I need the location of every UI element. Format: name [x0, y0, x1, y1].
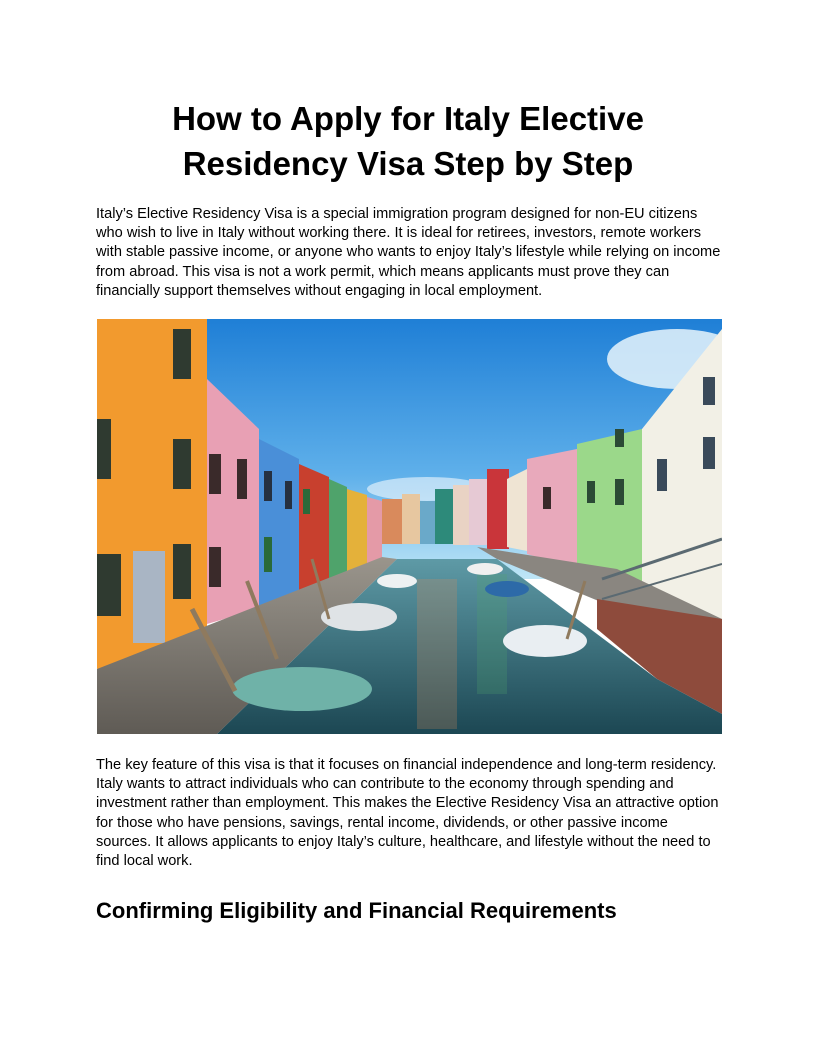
second-paragraph: The key feature of this visa is that it focuses on financial independence and long-term residency. Italy wants to attract individuals who can contribute to the economy through spending and investment rather than employment. This makes the Elective Residency Visa an attractive option for those who have pensions, savings, rental income, dividends, or other passive income sources. It allows applicants to enjoy Italy’s culture, healthcare, and lifestyle without the need to find local work. [96, 757, 719, 870]
window [303, 489, 310, 514]
window [97, 554, 121, 616]
distant-house [382, 499, 402, 544]
section-heading: Confirming Eligibility and Financial Requirements [96, 898, 617, 923]
distant-house [402, 494, 420, 544]
window [615, 479, 624, 505]
distant-house [420, 501, 435, 544]
window [237, 459, 247, 499]
window [587, 481, 595, 503]
door [133, 551, 165, 643]
page-title [96, 96, 720, 186]
window [97, 419, 111, 479]
distant-house [453, 485, 469, 545]
green-house-left [329, 479, 347, 581]
title-line-2: Residency Visa Step by Step [182, 145, 634, 182]
canal-photo [97, 319, 722, 734]
window [285, 481, 292, 509]
distant-house [435, 489, 453, 544]
window [264, 537, 272, 572]
window [657, 459, 667, 491]
water-reflection [417, 579, 457, 729]
intro-paragraph: Italy’s Elective Residency Visa is a special immigration program designed for non-EU citizens who wish to live in Italy without working there. It is ideal for retirees, investors, remote workers with stable passive income, or anyone who wants to enjoy Italy’s lifestyle while relying on income from abroad. This visa is not a work permit, which means applicants must prove they can financially support themselves without engaging in local employment. [96, 206, 721, 299]
window [209, 454, 221, 494]
cream-house-right [507, 469, 527, 551]
window [615, 429, 624, 447]
yellow-house [347, 489, 367, 573]
distant-house [469, 479, 487, 545]
pink-house-right [527, 449, 577, 569]
blue-house [259, 439, 299, 609]
window [264, 471, 272, 501]
red-house [299, 464, 329, 594]
boat [377, 574, 417, 588]
window [173, 544, 191, 599]
window [209, 547, 221, 587]
distant-house [487, 469, 509, 549]
boat [321, 603, 397, 631]
boat [232, 667, 372, 711]
title-line-1: How to Apply for Italy Elective [172, 100, 644, 137]
boat [467, 563, 503, 575]
boat [485, 581, 529, 597]
window [173, 439, 191, 489]
boat [503, 625, 587, 657]
window [703, 377, 715, 405]
window [703, 437, 715, 469]
window [543, 487, 551, 509]
pink-house-small [367, 497, 382, 564]
window [173, 329, 191, 379]
